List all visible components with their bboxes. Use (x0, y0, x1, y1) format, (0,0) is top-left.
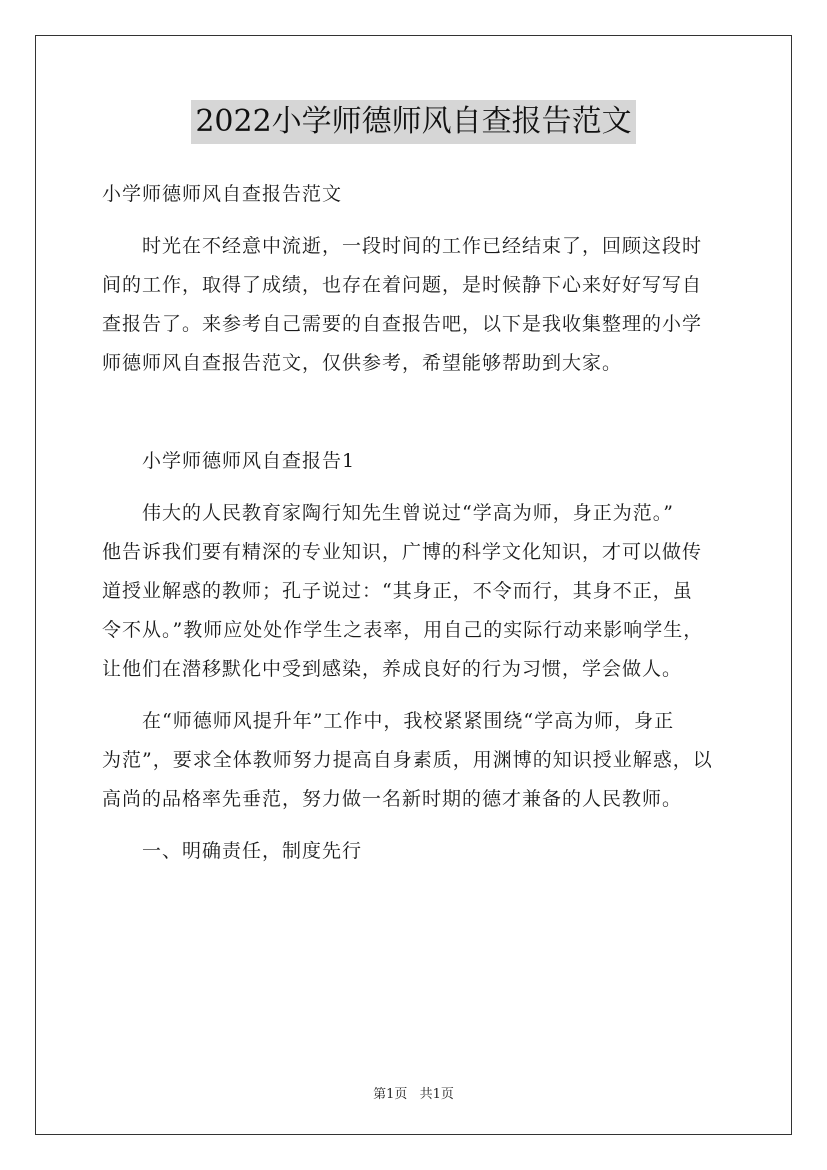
page-footer (0, 1083, 827, 1102)
document-body (102, 175, 742, 871)
text-line: 查报告了。来参考自己需要的自查报告吧，以下是我收集整理的小学 (102, 313, 703, 335)
page-total: 共1页 (419, 1087, 454, 1102)
text-line: 伟大的人民教育家陶行知先生曾说过“学高为师，身正为范。” (142, 502, 674, 524)
text-line: 高尚的品格率先垂范，努力做一名新时期的德才兼备的人民教师。 (102, 788, 683, 810)
text-line: 让他们在潜移默化中受到感染，养成良好的行为习惯，学会做人。 (102, 658, 683, 680)
document-subtitle: 小学师德师风自查报告范文 (102, 183, 343, 205)
paragraph-1 (102, 494, 742, 689)
text-line: 为范”，要求全体教师努力提高自身素质，用渊博的知识授业解惑，以 (102, 749, 713, 771)
text-line: 师德师风自查报告范文，仅供参考，希望能够帮助到大家。 (102, 352, 623, 374)
text-line: 令不从。”教师应处处作学生之表率，用自己的实际行动来影响学生， (102, 619, 704, 641)
text-line: 间的工作，取得了成绩，也存在着问题，是时候静下心来好好写写自 (102, 274, 703, 296)
spacer (102, 396, 742, 442)
page-number: 第1页 (373, 1087, 408, 1102)
paragraph-2 (102, 702, 742, 819)
intro-paragraph (102, 227, 742, 383)
text-line: 他告诉我们要有精深的专业知识，广博的科学文化知识，才可以做传 (102, 541, 703, 563)
text-line: 道授业解惑的教师；孔子说过：“其身正，不令而行，其身不正，虽 (102, 580, 693, 602)
document-title-wrapper (0, 100, 827, 144)
text-line: 在“师德师风提升年”工作中，我校紧紧围绕“学高为师，身正 (142, 710, 675, 732)
list-item-heading: 一、明确责任，制度先行 (142, 840, 363, 862)
document-title: 2022小学师德师风自查报告范文 (191, 100, 635, 144)
text-line: 时光在不经意中流逝，一段时间的工作已经结束了，回顾这段时 (142, 235, 703, 257)
section-heading: 小学师德师风自查报告1 (142, 450, 356, 472)
